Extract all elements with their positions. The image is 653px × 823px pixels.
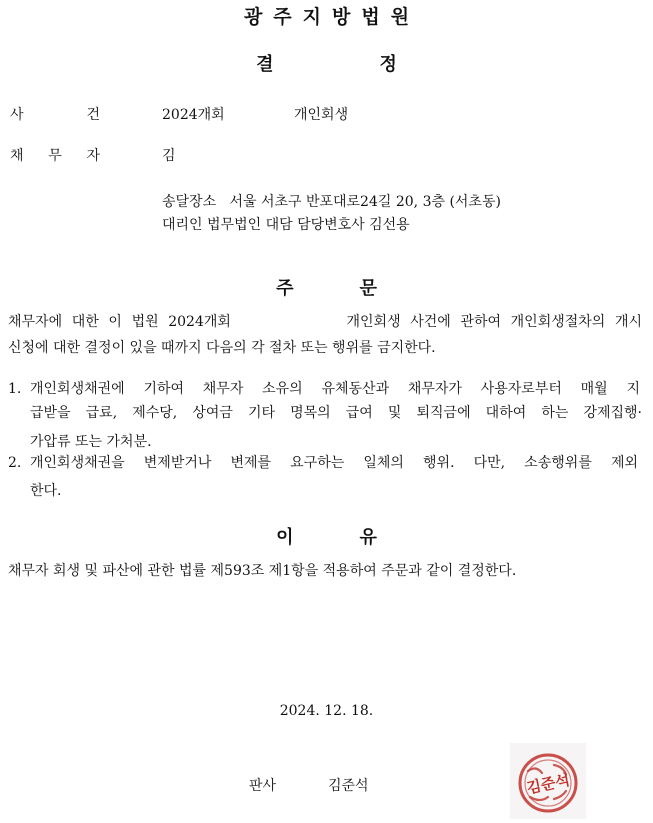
doc-type-left: 결 [256,54,274,75]
order-item-number: 2. [8,455,22,471]
case-name: 개인회생 [294,107,349,123]
order-heading: 주 문 [276,278,377,299]
order-item-1-line-2: 급받을 급료, 제수당, 상여금 기타 명목의 급여 및 퇴직금에 대하여 하는 강제집행· [30,405,642,421]
judge-seal [510,743,586,819]
reason-heading: 이 유 [276,527,377,548]
order-item-1-line-3: 가압류 또는 가처분. [30,434,152,450]
document-type-heading [0,50,653,76]
case-label: 사 건 [10,107,100,123]
doc-type-right: 정 [379,54,397,75]
judge-name: 김준석 [328,778,369,794]
judge-title: 판사 [249,778,277,794]
case-number: 2024개회 [162,107,225,123]
order-item-2-line-2: 한다. [30,483,62,499]
order-intro-line-2: 신청에 대한 결정이 있을 때까지 다음의 각 절차 또는 행위를 금지한다. [8,340,436,356]
order-item-2-line-1: 개인회생채권을 변제받거나 변제를 요구하는 일체의 행위. 다만, 소송행위를 제외 [30,455,638,471]
order-item-number: 1. [8,381,22,397]
court-name: 광주지방법원 [243,6,421,28]
order-item-1-line-1: 개인회생채권에 기하여 채무자 소유의 유체동산과 채무자가 사용자로부터 매월 지 [30,381,640,397]
decision-date: 2024. 12. 18. [279,703,374,719]
service-address: 송달장소 서울 서초구 반포대로24길 20, 3층 (서초동) [162,194,501,210]
svg-text:김준석: 김준석 [525,770,572,798]
debtor-label: 채 무 자 [10,148,100,164]
reason-text: 채무자 회생 및 파산에 관한 법률 제593조 제1항을 적용하여 주문과 같이 결정한다. [8,563,517,579]
seal-stamp-icon [510,743,586,819]
representative: 대리인 법무법인 대담 담당변호사 김선용 [162,217,410,233]
debtor-name: 김 [162,148,176,164]
order-intro-line-1: 채무자에 대한 이 법원 2024개회 개인회생 사건에 관하여 개인회생절차의 개시 [8,314,642,330]
